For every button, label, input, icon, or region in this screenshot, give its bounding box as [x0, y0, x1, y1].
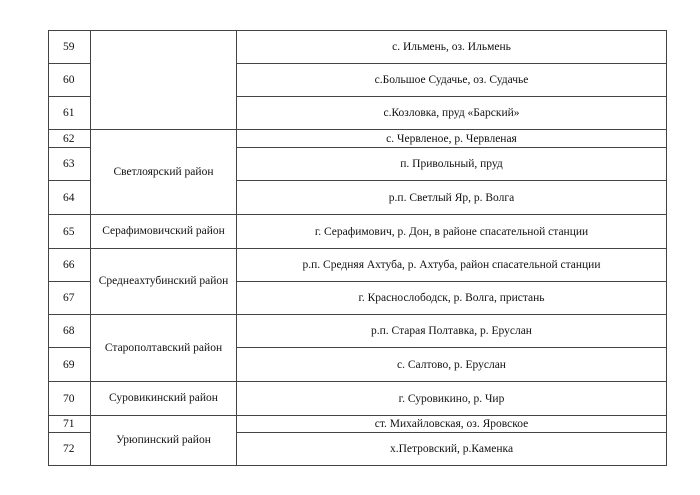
districts-table — [48, 30, 667, 466]
row-number: 60 — [49, 64, 91, 97]
table-row — [49, 382, 667, 416]
location-cell: р.п. Средняя Ахтуба, р. Ахтуба, район спасательной станции — [237, 249, 667, 282]
row-number: 70 — [49, 382, 91, 416]
location-cell: г. Суровикино, р. Чир — [237, 382, 667, 416]
district-cell: Старополтавский район — [91, 315, 237, 382]
row-number: 66 — [49, 249, 91, 282]
table-row — [49, 249, 667, 282]
district-cell: Среднеахтубинский район — [91, 249, 237, 315]
table-row — [49, 315, 667, 348]
row-number: 72 — [49, 433, 91, 466]
table-row — [49, 416, 667, 433]
row-number: 63 — [49, 148, 91, 181]
table-row — [49, 31, 667, 64]
row-number: 62 — [49, 130, 91, 148]
row-number: 65 — [49, 215, 91, 249]
location-cell: р.п. Старая Полтавка, р. Еруслан — [237, 315, 667, 348]
district-cell-empty — [91, 31, 237, 130]
row-number: 68 — [49, 315, 91, 348]
row-number: 67 — [49, 282, 91, 315]
table-row — [49, 215, 667, 249]
row-number: 59 — [49, 31, 91, 64]
location-cell: с. Салтово, р. Еруслан — [237, 348, 667, 382]
location-cell: с.Козловка, пруд «Барский» — [237, 97, 667, 130]
row-number: 69 — [49, 348, 91, 382]
location-cell: с. Ильмень, оз. Ильмень — [237, 31, 667, 64]
location-cell: г. Серафимович, р. Дон, в районе спасательной станции — [237, 215, 667, 249]
district-cell: Серафимовичский район — [91, 215, 237, 249]
location-cell: р.п. Светлый Яр, р. Волга — [237, 181, 667, 215]
district-cell: Суровикинский район — [91, 382, 237, 416]
location-cell: с.Большое Судачье, оз. Судачье — [237, 64, 667, 97]
table-row — [49, 130, 667, 148]
location-cell: х.Петровский, р.Каменка — [237, 433, 667, 466]
row-number: 61 — [49, 97, 91, 130]
location-cell: г. Краснослободск, р. Волга, пристань — [237, 282, 667, 315]
district-cell: Урюпинский район — [91, 416, 237, 466]
location-cell: ст. Михайловская, оз. Яровское — [237, 416, 667, 433]
location-cell: с. Червленое, р. Червленая — [237, 130, 667, 148]
district-cell: Светлоярский район — [91, 130, 237, 215]
location-cell: п. Привольный, пруд — [237, 148, 667, 181]
row-number: 71 — [49, 416, 91, 433]
row-number: 64 — [49, 181, 91, 215]
